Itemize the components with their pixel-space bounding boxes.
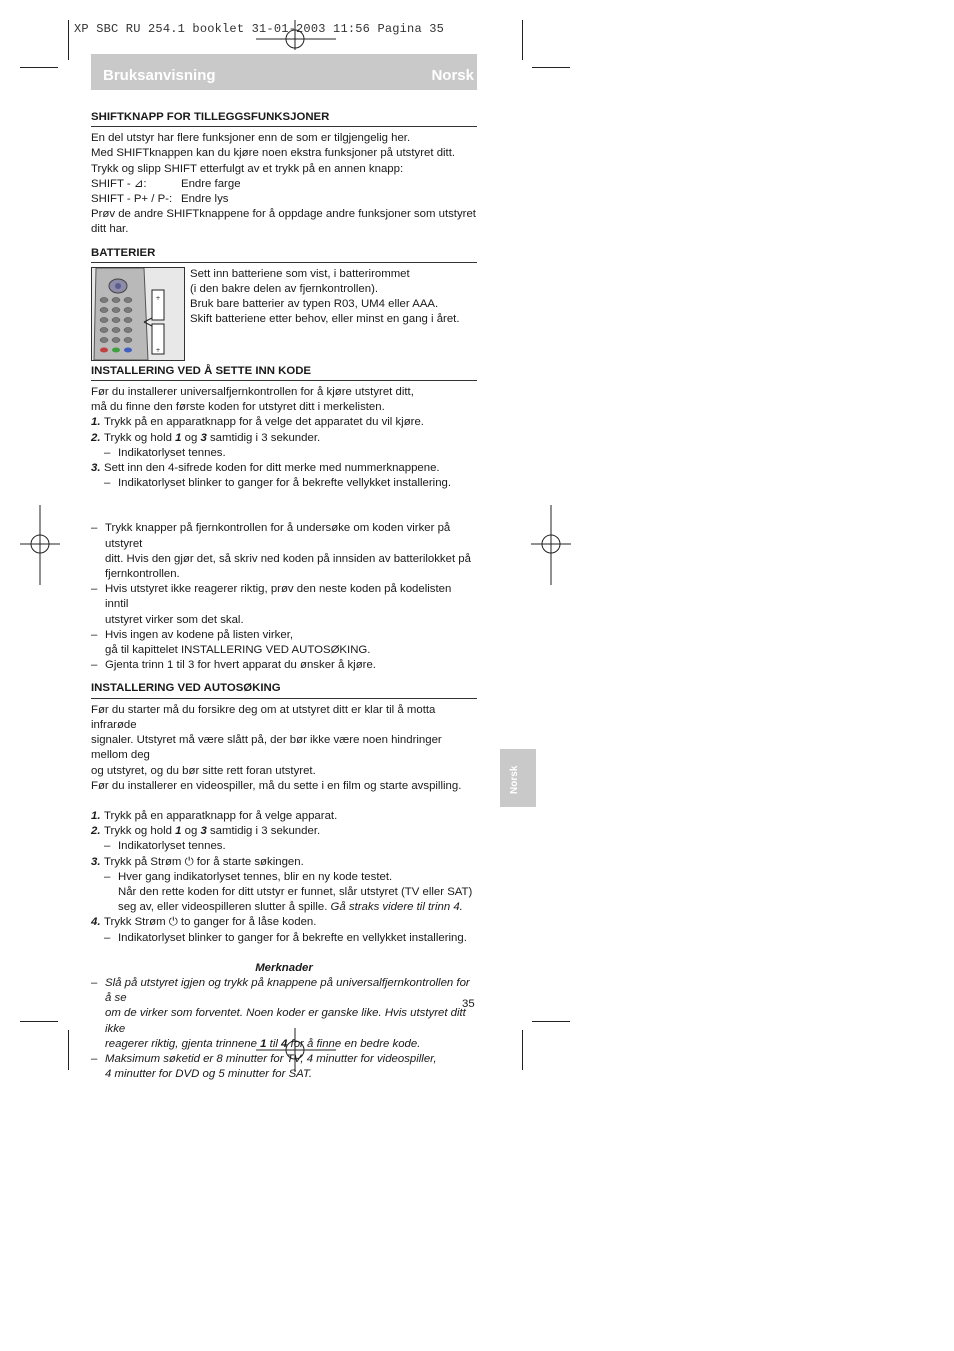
- text-line: Før du starter må du forsikre deg om at utstyret ditt er klar til å motta infrarøde: [91, 703, 436, 731]
- section-title-install-code: INSTALLERING VED Å SETTE INN KODE: [91, 364, 477, 381]
- step-item: [91, 809, 477, 824]
- step-text: Trykk og hold 1 og 3 samtidig i 3 sekunder.: [104, 431, 321, 444]
- crop-mark: [20, 67, 58, 68]
- step-text: Trykk på en apparatknapp for å velge det apparatet du vil kjøre.: [104, 416, 424, 429]
- text-line: Bruk bare batterier av typen R03, UM4 eller AAA.: [190, 298, 439, 311]
- section-title-autosearch: INSTALLERING VED AUTOSØKING: [91, 681, 477, 698]
- section-title-batteries: BATTERIER: [91, 246, 477, 263]
- step-text: Sett inn den 4-sifrede koden for ditt merke med nummerknappene.: [104, 462, 440, 475]
- svg-text:+: +: [155, 294, 161, 302]
- page-number: 35: [462, 998, 475, 1010]
- side-tab-label: Norsk: [509, 765, 520, 794]
- text-line: Sett inn batteriene som vist, i batterirommet: [190, 267, 410, 280]
- print-slug: XP SBC RU 254.1 booklet 31-01-2003 11:56 Pagina 35: [74, 22, 445, 36]
- header-language: Norsk: [431, 67, 474, 84]
- step-number: 3.: [91, 855, 101, 868]
- dash-item: – Hvis ingen av kodene på listen virker, gå til kapittelet INSTALLERING VED AUTOSØKING.: [91, 628, 371, 657]
- step-item: [91, 461, 477, 476]
- registration-mark-icon: [20, 505, 60, 585]
- shift-row: [91, 177, 477, 192]
- remote-control-icon: [92, 268, 184, 360]
- crop-mark: [20, 1021, 58, 1022]
- step-number: 3.: [91, 462, 101, 475]
- text-line: og utstyret, og du bør sitte rett foran utstyret.: [91, 764, 316, 777]
- shift-row: [91, 192, 477, 207]
- step-item: [91, 824, 477, 839]
- text-line: Før du installerer en videospiller, må du sette i en film og starte avspilling.: [91, 779, 462, 792]
- crop-mark: [68, 20, 69, 60]
- svg-text:+: +: [155, 346, 161, 354]
- sub-item: – Hver gang indikatorlyset tennes, blir en ny kode testet.: [104, 870, 393, 883]
- crop-mark: [532, 67, 570, 68]
- text-line: Før du installerer universalfjernkontrollen for å kjøre utstyret ditt,: [91, 386, 414, 399]
- note-item: – Maksimum søketid er 8 minutter for TV, 4 minutter for videospiller, 4 minutter for DVD og 5 minutter for SAT.: [91, 1052, 437, 1081]
- step-number: 1.: [91, 809, 101, 822]
- step-item: [91, 855, 477, 870]
- step-number: 2.: [91, 431, 101, 444]
- header-bar: [91, 54, 477, 90]
- shift-value: Endre farge: [181, 177, 241, 190]
- step-number: 2.: [91, 825, 101, 838]
- step-item: [91, 915, 477, 930]
- text-line: seg av, eller videospilleren slutter å spille. Gå straks videre til trinn 4.: [118, 901, 463, 914]
- text-line: Med SHIFTknappen kan du kjøre noen ekstra funksjoner på utstyret ditt.: [91, 147, 456, 160]
- text-line: Trykk og slipp SHIFT etterfulgt av et trykk på en annen knapp:: [91, 162, 404, 175]
- header-title: Bruksanvisning: [103, 67, 216, 84]
- batteries-text: [190, 267, 460, 361]
- crop-mark: [532, 1021, 570, 1022]
- step-number: 1.: [91, 416, 101, 429]
- shift-key: SHIFT - ⊿:: [91, 177, 147, 190]
- language-side-tab: [500, 749, 536, 807]
- text-line: En del utstyr har flere funksjoner enn de som er tilgjengelig her.: [91, 132, 411, 145]
- step-text: Trykk Strøm ⏻ to ganger for å låse koden.: [104, 916, 317, 929]
- shift-key: SHIFT - P+ / P-:: [91, 193, 173, 206]
- step-item: [91, 415, 477, 430]
- page-content: [91, 110, 477, 1082]
- section-title-shift: SHIFTKNAPP FOR TILLEGGSFUNKSJONER: [91, 110, 477, 127]
- notes-title: Merknader: [255, 961, 313, 974]
- crop-mark: [522, 1030, 523, 1070]
- step-text: Trykk på Strøm ⏻ for å starte søkingen.: [104, 855, 304, 868]
- note-item: – Slå på utstyret igjen og trykk på knappene på universalfjernkontrollen for å se om de virker som forventet. Noen koder er ganske like. Hvis utstyret ditt ikke reagerer riktig, gjenta trinnene 1 til 4 for å finne en bedre kode.: [91, 976, 470, 1050]
- crop-mark: [68, 1030, 69, 1070]
- text-line: signaler. Utstyret må være slått på, der bør ikke være noen hindringer mellom deg: [91, 734, 442, 762]
- step-item: [91, 431, 477, 446]
- sub-item: – Indikatorlyset tennes.: [104, 840, 226, 853]
- text-line: må du finne den første koden for utstyret ditt i merkelisten.: [91, 401, 385, 414]
- sub-item: – Indikatorlyset blinker to ganger for å bekrefte en vellykket installering.: [104, 931, 467, 944]
- text-line: Når den rette koden for ditt utstyr er funnet, slår utstyret (TV eller SAT): [118, 885, 473, 898]
- batteries-block: [91, 267, 477, 361]
- step-text: Trykk og hold 1 og 3 samtidig i 3 sekunder.: [104, 825, 321, 838]
- step-text: Trykk på en apparatknapp for å velge apparat.: [104, 809, 338, 822]
- remote-battery-illustration: [91, 267, 185, 361]
- text-line: Skift batteriene etter behov, eller minst en gang i året.: [190, 313, 460, 326]
- step-number: 4.: [91, 916, 101, 929]
- crop-mark: [522, 20, 523, 60]
- registration-mark-icon: [531, 505, 571, 585]
- sub-item: – Indikatorlyset tennes.: [104, 446, 226, 459]
- text-line: Prøv de andre SHIFTknappene for å oppdage andre funksjoner som utstyret ditt har.: [91, 208, 476, 236]
- sub-item: – Indikatorlyset blinker to ganger for å bekrefte vellykket installering.: [104, 477, 452, 490]
- registration-mark-icon: [256, 10, 336, 50]
- text-line: (i den bakre delen av fjernkontrollen).: [190, 283, 379, 296]
- shift-value: Endre lys: [181, 193, 229, 206]
- dash-item: – Gjenta trinn 1 til 3 for hvert apparat du ønsker å kjøre.: [91, 659, 376, 672]
- dash-item: – Trykk knapper på fjernkontrollen for å undersøke om koden virker på utstyret ditt. Hvis den gjør det, så skriv ned koden på innsiden av batterilokket på fjernkontrollen.: [91, 522, 471, 581]
- dash-item: – Hvis utstyret ikke reagerer riktig, prøv den neste koden på kodelisten inntil utstyret virker som det skal.: [91, 583, 452, 626]
